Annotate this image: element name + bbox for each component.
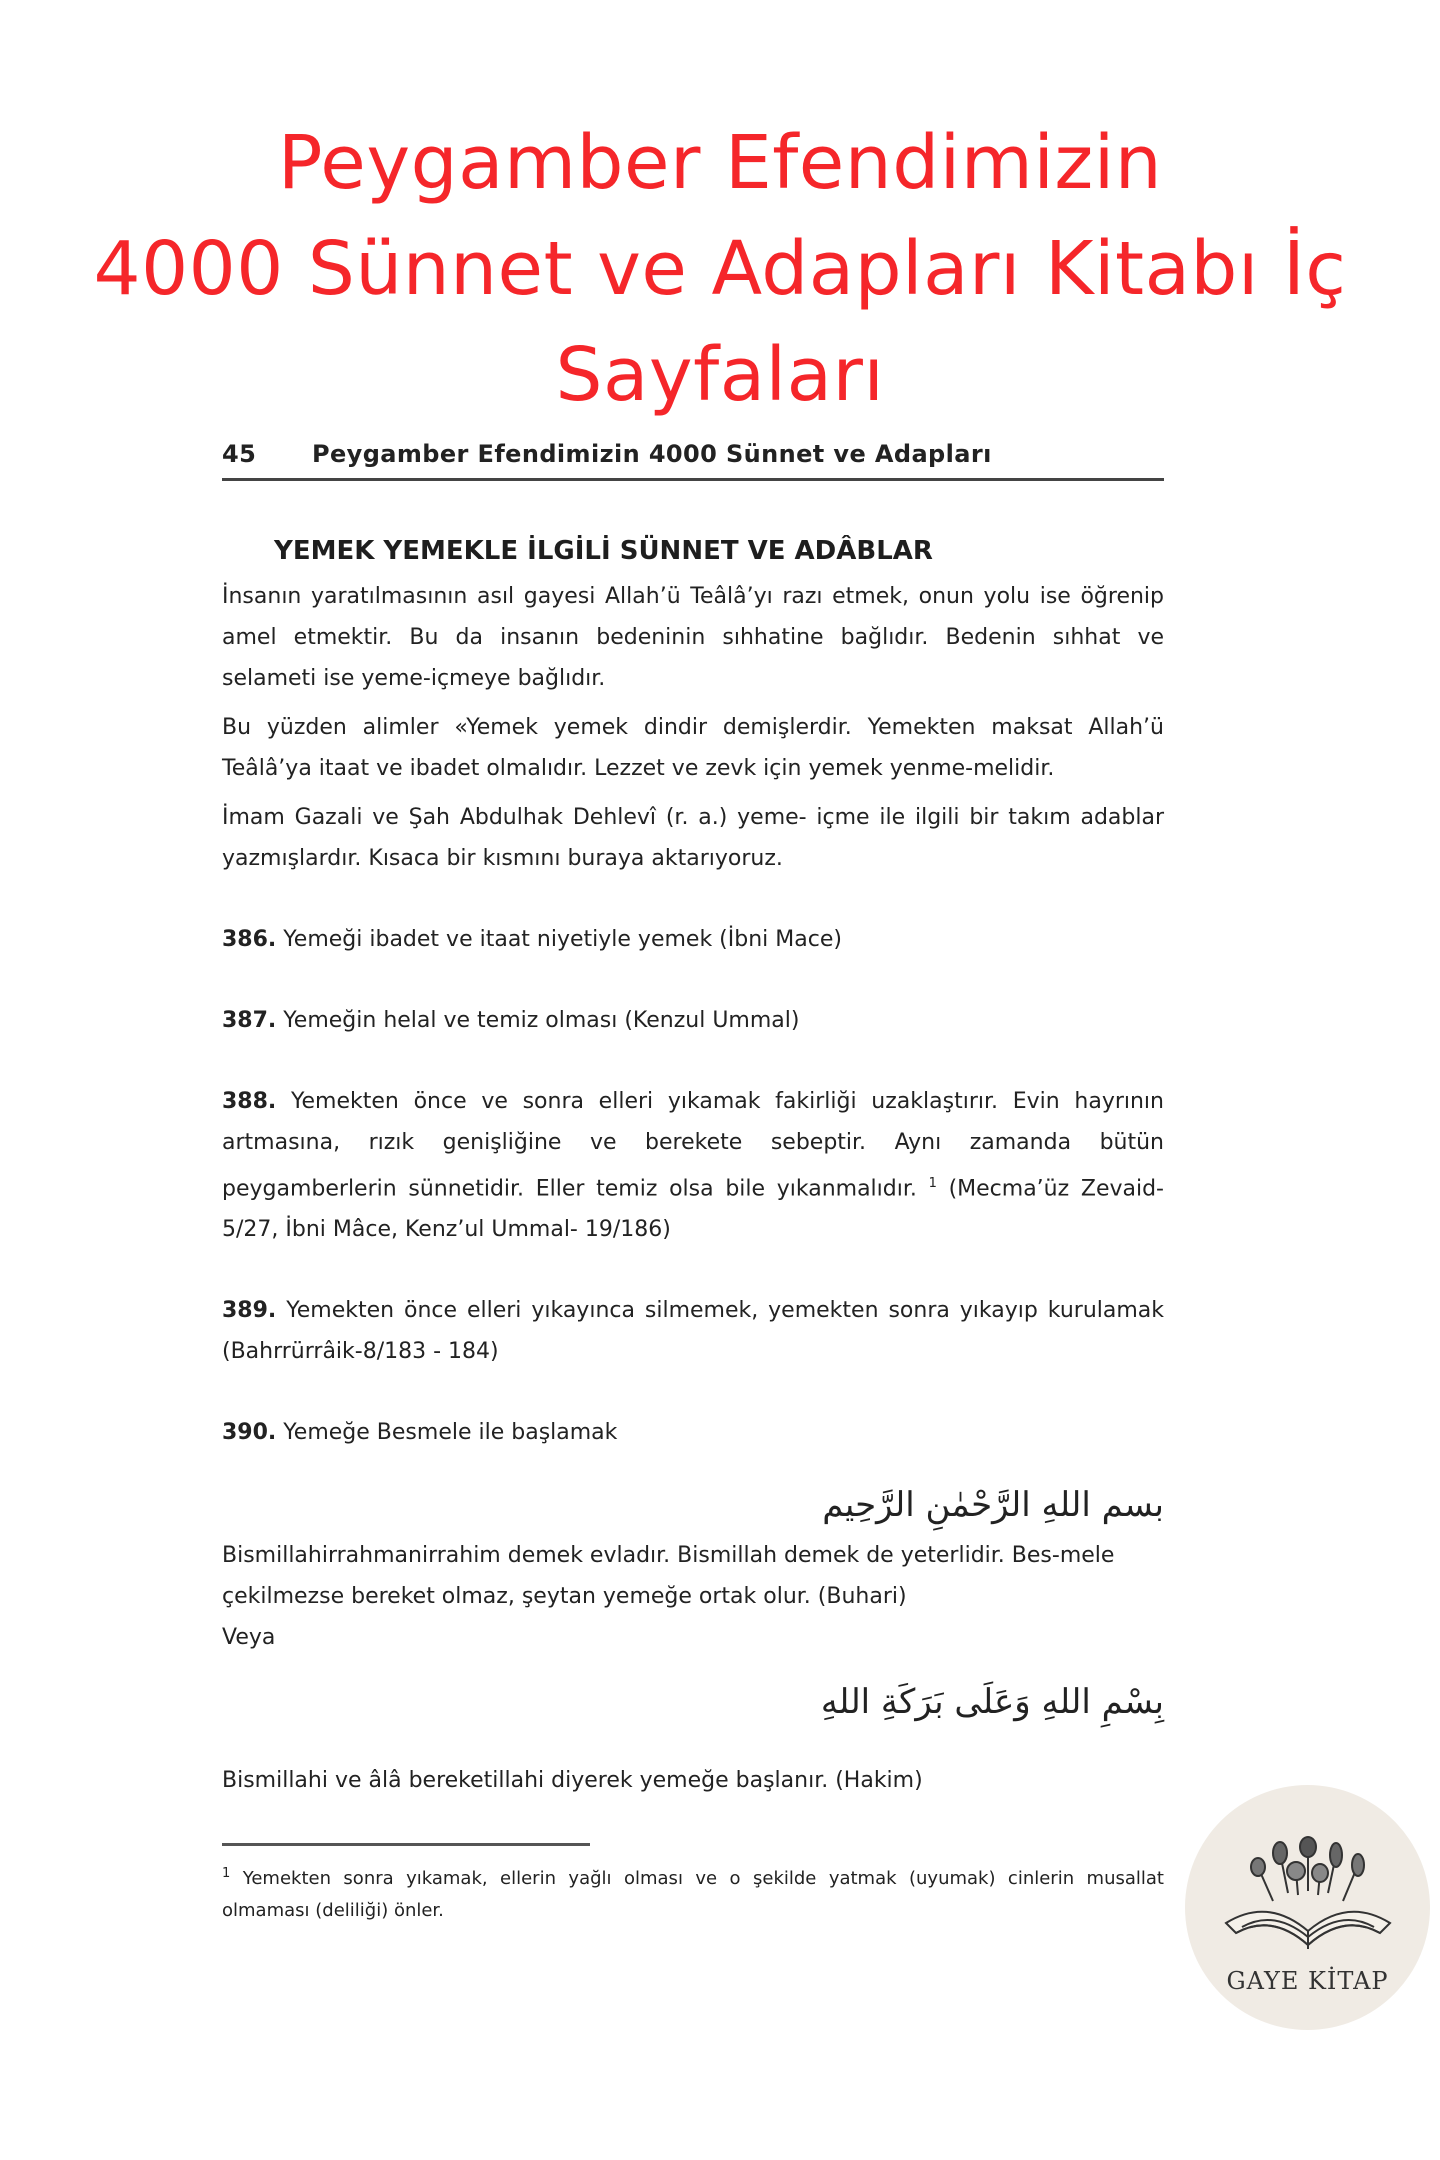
item-text: Yemeği ibadet ve itaat niyetiyle yemek (İbni Mace)	[283, 927, 842, 952]
besmele-explanation: Bismillahirrahmanirrahim demek evladır. Bismillah demek de yeterlidir. Bes-mele çekilmezse bereket olmaz, şeytan yemeğe ortak olur. (Buhari)	[222, 1543, 1115, 1610]
footnote-reference[interactable]: 1	[928, 1176, 937, 1191]
footnote	[222, 1858, 1164, 1927]
running-title: Peygamber Efendimizin 4000 Sünnet ve Adapları	[312, 440, 992, 468]
sunnah-item-386	[222, 919, 1164, 960]
book-page	[222, 440, 1164, 1927]
arabic-bereket: بِسْمِ اللهِ وَعَلَى بَرَكَةِ اللهِ	[820, 1682, 1164, 1723]
item-text: Yemeğe Besmele ile başlamak	[283, 1420, 618, 1446]
section-title: YEMEK YEMEKLE İLGİLİ SÜNNET VE ADÂBLAR	[274, 536, 933, 566]
sunnah-item-390	[222, 1412, 1164, 1453]
sunnah-item-389	[222, 1290, 1164, 1372]
item-number: 387.	[222, 1008, 277, 1033]
promo-title-line-2: 4000 Sünnet ve Adapları Kitabı İç	[93, 226, 1347, 312]
sunnah-item-387	[222, 1000, 1164, 1041]
footnote-text: Yemekten sonra yıkamak, ellerin yağlı olması ve o şekilde yatmak (uyumak) cinlerin musallat olmaması (deliliği) önler.	[222, 1868, 1164, 1922]
item-number: 388.	[222, 1089, 277, 1114]
intro-paragraph: İmam Gazali ve Şah Abdulhak Dehlevî (r. a.) yeme- içme ile ilgili bir takım adablar yazmışlardır. Kısaca bir kısmını buraya aktarıyoruz.	[222, 805, 1164, 871]
promo-title-line-3: Sayfaları	[555, 332, 885, 418]
closing-text: Bismillahi ve âlâ bereketillahi diyerek yemeğe başlanır. (Hakim)	[222, 1768, 923, 1794]
item-number: 386.	[222, 927, 277, 952]
arabic-besmele: بسم اللهِ الرَّحْمٰنِ الرَّحِيم	[822, 1485, 1164, 1526]
veya-text: Veya	[222, 1625, 276, 1651]
promo-title	[0, 110, 1440, 428]
item-number: 390.	[222, 1420, 277, 1446]
intro-paragraph: İnsanın yaratılmasının asıl gayesi Allah’ü Teâlâ’yı razı etmek, onun yolu ise öğrenip amel etmektir. Bu da insanın bedeninin sıhhatine bağlıdır. Bedenin sıhhat ve selameti ise yeme-içmeye bağlıdır.	[222, 584, 1164, 691]
item-text: Yemeğin helal ve temiz olması (Kenzul Ummal)	[283, 1008, 800, 1033]
item-number: 389.	[222, 1298, 277, 1324]
gaye-kitap-logo	[1185, 1785, 1430, 2030]
promo-title-line-1: Peygamber Efendimizin	[277, 120, 1163, 206]
item-source: (Mecma’üz Zevaid- 5/27, İbni Mâce, Kenz’ul Ummal- 19/186)	[222, 1176, 1164, 1243]
sunnah-item-388	[222, 1081, 1164, 1250]
running-header	[222, 440, 1164, 481]
footnote-number: 1	[222, 1866, 231, 1882]
page-number: 45	[222, 440, 257, 468]
item-text: Yemekten önce ve sonra elleri yıkamak fakirliği uzaklaştırır. Evin hayrının artmasına, rızık genişliğine ve berekete sebeptir. Aynı zamanda bütün peygamberlerin sünnetidir. Eller temiz olsa bile yıkanmalıdır.	[222, 1089, 1164, 1202]
intro-paragraph: Bu yüzden alimler «Yemek yemek dindir demişlerdir. Yemekten maksat Allah’ü Teâlâ’ya itaat ve ibadet olmalıdır. Lezzet ve zevk için yemek yenme-melidir.	[222, 715, 1164, 781]
brand-name: GAYE KİTAP	[1226, 1966, 1389, 1995]
open-book-with-flowers-icon	[1218, 1831, 1398, 1961]
item-text: Yemekten önce elleri yıkayınca silmemek, yemekten sonra yıkayıp kurulamak (Bahrrürrâik-8/183 - 184)	[222, 1298, 1165, 1365]
footnote-divider	[222, 1843, 590, 1846]
